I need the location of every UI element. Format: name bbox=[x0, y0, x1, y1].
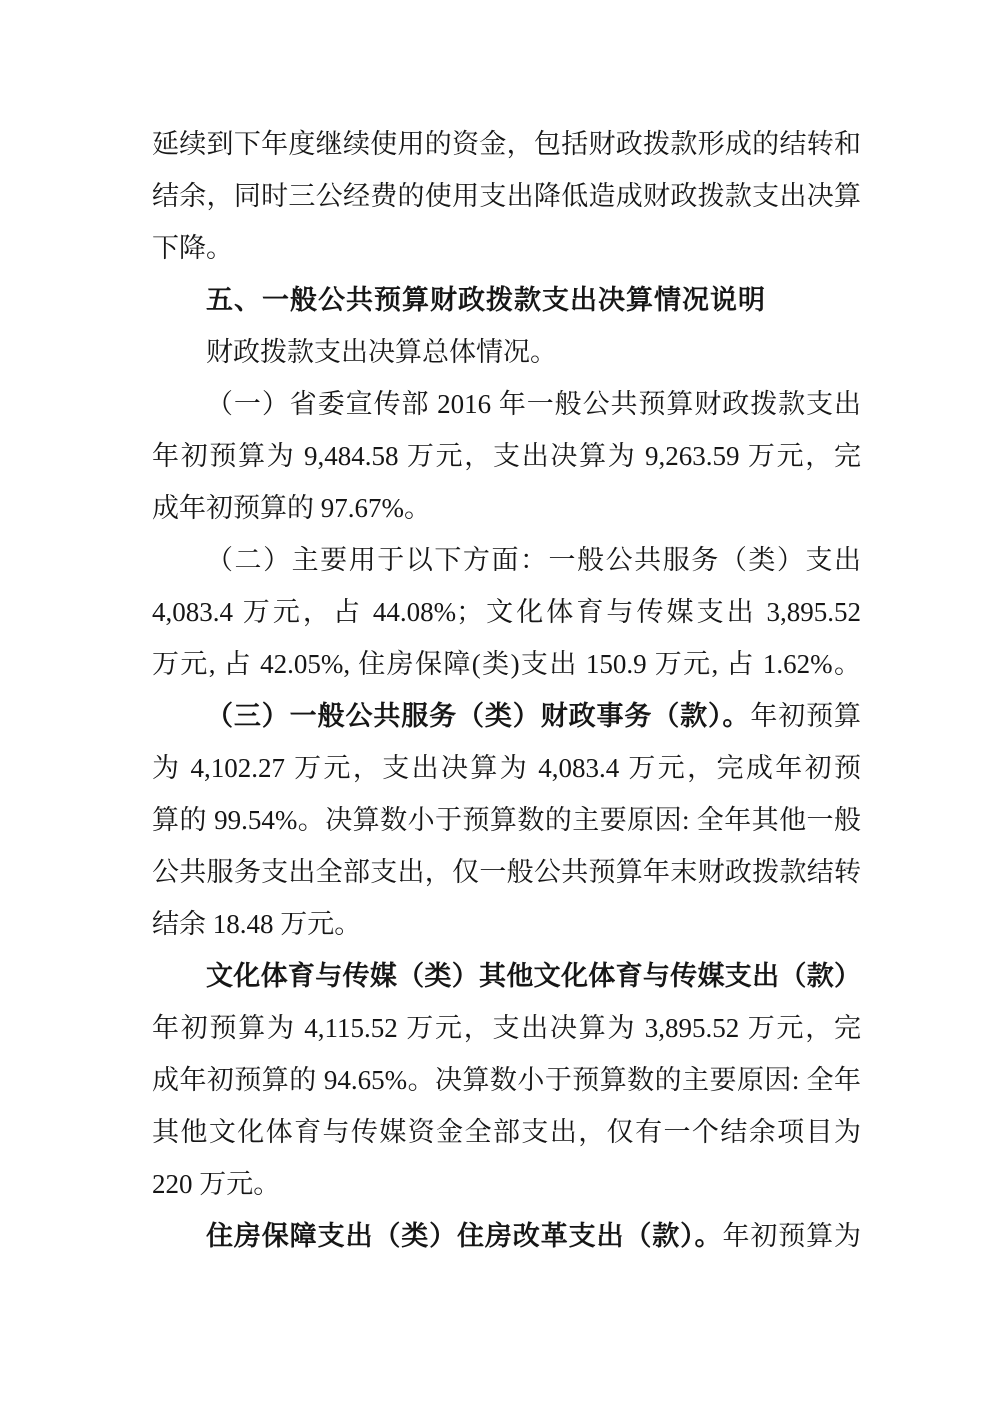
text-line bbox=[152, 534, 861, 586]
text-segment: 成年初预算的 97.67%。 bbox=[152, 493, 431, 523]
text-segment: 结余，同时三公经费的使用支出降低造成财政拨款支出决算 bbox=[152, 181, 861, 211]
text-line bbox=[152, 326, 861, 378]
text-segment: （一）省委宣传部 2016 年一般公共预算财政拨款支出 bbox=[206, 389, 861, 419]
text-line bbox=[152, 950, 861, 1002]
text-segment: 万元, 占 42.05%, 住房保障(类)支出 150.9 万元, 占 1.62%。 bbox=[152, 649, 861, 679]
text-segment: （二）主要用于以下方面：一般公共服务（类）支出 bbox=[206, 545, 861, 575]
text-line bbox=[152, 118, 861, 170]
text-segment: 算的 99.54%。决算数小于预算数的主要原因: 全年其他一般 bbox=[152, 805, 861, 835]
text-line bbox=[152, 898, 861, 950]
text-line bbox=[152, 378, 861, 430]
text-segment: 4,083.4 万元，占 44.08%；文化体育与传媒支出 3,895.52 bbox=[152, 597, 861, 627]
text-segment: 住房保障支出（类）住房改革支出（款）。 bbox=[206, 1221, 723, 1251]
text-segment: 年初预算为 4,115.52 万元，支出决算为 3,895.52 万元，完 bbox=[152, 1013, 861, 1043]
text-line bbox=[152, 586, 861, 638]
section-heading: 五、一般公共预算财政拨款支出决算情况说明 bbox=[206, 285, 766, 316]
text-segment: 延续到下年度继续使用的资金，包括财政拨款形成的结转和 bbox=[152, 129, 861, 159]
text-line bbox=[152, 170, 861, 222]
text-segment: 年初预算 bbox=[750, 701, 861, 731]
text-segment: 为 4,102.27 万元，支出决算为 4,083.4 万元，完成年初预 bbox=[152, 753, 861, 783]
text-segment: 财政拨款支出决算总体情况。 bbox=[206, 337, 557, 367]
text-line bbox=[152, 690, 861, 742]
document-body bbox=[152, 118, 861, 1262]
text-line bbox=[152, 1054, 861, 1106]
text-segment: 220 万元。 bbox=[152, 1169, 281, 1199]
text-line bbox=[152, 222, 861, 274]
text-line bbox=[152, 1002, 861, 1054]
text-segment: （三）一般公共服务（类）财政事务（款）。 bbox=[206, 701, 751, 731]
text-segment: 文化体育与传媒（类）其他文化体育与传媒支出（款） bbox=[206, 961, 861, 991]
text-line bbox=[152, 846, 861, 898]
text-line bbox=[152, 1210, 861, 1262]
text-segment: 公共服务支出全部支出，仅一般公共预算年末财政拨款结转 bbox=[152, 857, 861, 887]
text-line bbox=[152, 638, 861, 690]
text-line bbox=[152, 1158, 861, 1210]
text-line bbox=[152, 274, 861, 326]
text-segment: 结余 18.48 万元。 bbox=[152, 909, 362, 939]
text-segment: 其他文化体育与传媒资金全部支出，仅有一个结余项目为 bbox=[152, 1117, 861, 1147]
text-line bbox=[152, 794, 861, 846]
text-segment: 下降。 bbox=[152, 233, 233, 263]
text-segment: 年初预算为 9,484.58 万元，支出决算为 9,263.59 万元，完 bbox=[152, 441, 861, 471]
text-line bbox=[152, 430, 861, 482]
text-line bbox=[152, 742, 861, 794]
text-line bbox=[152, 482, 861, 534]
text-segment: 成年初预算的 94.65%。决算数小于预算数的主要原因: 全年 bbox=[152, 1065, 861, 1095]
text-line bbox=[152, 1106, 861, 1158]
text-segment: 年初预算为 bbox=[722, 1221, 861, 1251]
